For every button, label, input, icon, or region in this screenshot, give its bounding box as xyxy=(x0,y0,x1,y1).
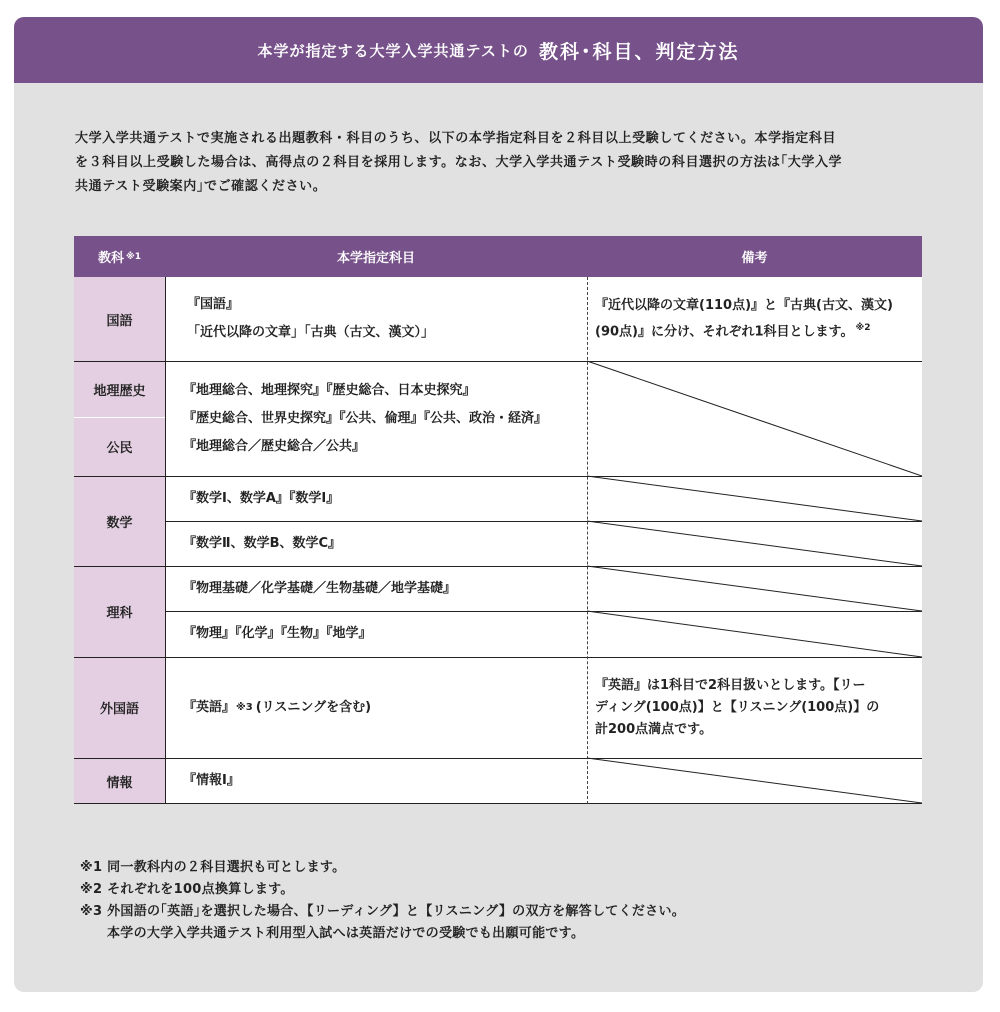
column-divider xyxy=(165,277,166,804)
course-rika-a: 『物理基礎／化学基礎／生物基礎／地学基礎』 xyxy=(183,580,457,596)
remark-line: 計200点満点です。 xyxy=(595,721,713,737)
course-line: 『国語』 xyxy=(187,297,240,312)
footnote: 本学の大学入学共通テスト利用型入試へは英語だけでの受験でも出願可能です。 xyxy=(107,926,585,941)
intro-line: を３科目以上受験した場合は、高得点の２科目を採用します。なお、大学入学共通テスト受験時の科目選択の方法は｢大学入学 xyxy=(75,155,843,170)
row-divider xyxy=(74,566,922,567)
course-line: 『地理総合、地理探究』『歴史総合、日本史探究』 xyxy=(183,382,476,398)
remark-line: (90点)』に分け、それぞれ1科目とします。 xyxy=(595,324,854,340)
course-joho: 『情報Ⅰ』 xyxy=(183,773,240,788)
column-divider-dashed xyxy=(587,277,588,804)
subject-rika: 理科 xyxy=(74,566,165,657)
remark-line: 『英語』は1科目で2科目扱いとします。【リー xyxy=(595,677,866,693)
course-note: ※3 xyxy=(236,701,253,713)
diagonal-rika-a xyxy=(587,566,922,611)
row-divider xyxy=(165,521,922,522)
header-remark: 備考 xyxy=(587,236,922,277)
subject-joho: 情報 xyxy=(74,758,165,804)
intro-line: 共通テスト受験案内｣でご確認ください。 xyxy=(75,179,327,194)
course-line: 『地理総合／歴史総合／公共』 xyxy=(183,438,366,454)
subject-divider xyxy=(74,417,165,418)
course-kokugo xyxy=(165,277,587,361)
panel-header xyxy=(14,17,983,83)
diagonal-chireki-komin xyxy=(587,361,922,476)
course-sugaku-a: 『数学Ⅰ、数学A』『数学Ⅰ』 xyxy=(183,490,340,506)
course-rika-b: 『物理』『化学』『生物』『地学』 xyxy=(183,626,372,641)
intro-line: 大学入学共通テストで実施される出題教科・科目のうち、以下の本学指定科目を２科目以上受験してください。本学指定科目 xyxy=(75,131,837,146)
remark-note: ※2 xyxy=(855,322,871,333)
diagonal-sugaku-b xyxy=(587,521,922,566)
course-line: 「近代以降の文章」「古典（古文、漢文）」 xyxy=(187,325,435,340)
course-sugaku-b: 『数学Ⅱ、数学B、数学C』 xyxy=(183,535,342,551)
header-course: 本学指定科目 xyxy=(165,236,587,277)
header-title-small: 本学が指定する大学入学共通テストの xyxy=(257,41,529,60)
header-subject: 教科 ※1 xyxy=(74,236,165,277)
row-divider xyxy=(74,758,922,759)
course-line: 『歴史総合、世界史探究』『公共、倫理』『公共、政治・経済』 xyxy=(183,410,548,426)
subject-sugaku: 数学 xyxy=(74,476,165,566)
row-divider xyxy=(165,611,922,612)
course-gaikokugo: 『英語』 ※3 (リスニングを含む) xyxy=(165,657,587,758)
info-panel xyxy=(14,17,983,992)
remark-line: ディング(100点)】と【リスニング(100点)】の xyxy=(595,699,880,715)
intro-text xyxy=(75,127,935,199)
table-bottom-border xyxy=(74,803,922,804)
diagonal-joho xyxy=(587,758,922,803)
remark-kokugo xyxy=(587,277,922,361)
subject-gaikokugo: 外国語 xyxy=(74,657,165,758)
diagonal-rika-b xyxy=(587,611,922,657)
subject-komin: 公民 xyxy=(74,417,165,476)
footnote: ※3 外国語の｢英語｣を選択した場合、【リーディング】と【リスニング】の双方を解答してください。 xyxy=(80,904,686,919)
remark-gaikokugo xyxy=(587,657,922,758)
footnote: ※1 同一教科内の２科目選択も可とします。 xyxy=(80,860,346,875)
header-title-big: 教科･科目、判定方法 xyxy=(538,40,740,63)
subjects-table xyxy=(74,236,922,804)
row-divider xyxy=(74,361,922,362)
footnote: ※2 それぞれを100点換算します。 xyxy=(80,882,294,897)
subject-chireki: 地理歴史 xyxy=(74,361,165,417)
row-divider xyxy=(74,476,922,477)
remark-line: 『近代以降の文章(110点)』と『古典(古文、漢文) xyxy=(595,297,893,313)
footnotes xyxy=(80,857,685,945)
diagonal-sugaku-a xyxy=(587,476,922,521)
subject-kokugo: 国語 xyxy=(74,277,165,361)
row-divider xyxy=(74,657,922,658)
header-subject-note: ※1 xyxy=(126,251,142,262)
course-chireki-komin xyxy=(165,361,587,476)
